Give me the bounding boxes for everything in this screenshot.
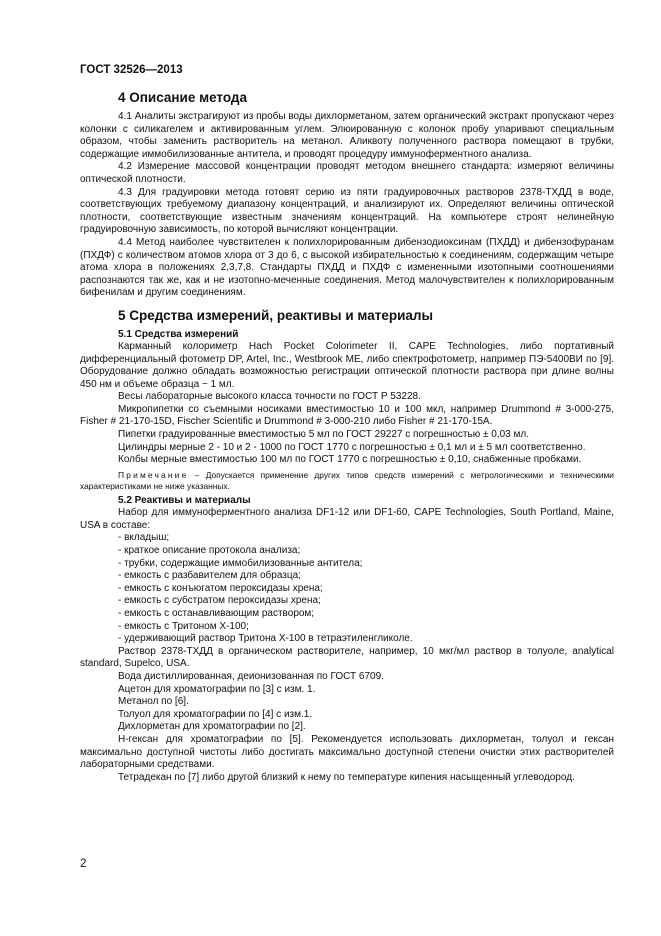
paragraph-4-3: 4.3 Для градуировки метода готовят серию из пяти градуировочных растворов 2378-ТХДД в воде, соответствующих требуемому диапазону концентраций, и анализируют их. Определяют величины оптической плотности, соответствующие известным значениям концентраций. На компьютере строят нелинейную градуировочную зависимость, по которой вычисляют концентрации. bbox=[80, 186, 614, 236]
kit-list-item: - вкладыш; bbox=[118, 532, 170, 544]
note-label: Примечание bbox=[118, 469, 189, 480]
paragraph-5-2-tcdd: Раствор 2378-ТХДД в органическом растворителе, например, 10 мкг/мл раствор в толуоле, analytical standard, Supelco, USA. bbox=[80, 645, 614, 670]
kit-list-item: - емкость с конъюгатом пероксидазы хрена; bbox=[118, 582, 323, 594]
paragraph-5-1-cylinders: Цилиндры мерные 2 - 10 и 2 - 1000 по ГОСТ 1770 с погрешностью ± 0,1 мл и ± 5 мл соответственно. bbox=[118, 441, 586, 453]
paragraph-5-1-scales: Весы лабораторные высокого класса точности по ГОСТ Р 53228. bbox=[118, 391, 421, 403]
paragraph-5-1-micropipettes: Микропипетки со съемными носиками вместимостью 10 и 100 мкл, например Drummond # 3-000-275, Fisher # 21-170-15D, Fischer Scientific и Drummond # 3-000-210 либо Fisher # 21-170-15A. bbox=[80, 403, 614, 428]
document-header: ГОСТ 32526—2013 bbox=[80, 64, 183, 76]
note-text: – Допускается применение других типов средств измерений с метрологическими и техническими характеристиками не ниже указанных. bbox=[80, 469, 614, 492]
kit-list-item: - удерживающий раствор Тритона Х-100 в тетраэтиленгликоле. bbox=[118, 633, 413, 645]
kit-list-item: - емкость с Тритоном Х-100; bbox=[118, 620, 249, 632]
paragraph-5-2-acetone: Ацетон для хроматографии по [3] с изм. 1. bbox=[118, 683, 316, 695]
paragraph-5-1-colorimeter: Карманный колориметр Hach Pocket Colorimeter II, CAPE Technologies, либо портативный дифференциальный фотометр DP, Artel, Inc., Westbrook ME, либо спектрофотометр, например ПЭ-5400ВИ по [9]. Оборудование должно обладать возможностью регистрации оптической плотности раствора при длине волны 450 нм и объеме образца ~ 1 мл. bbox=[80, 340, 614, 390]
kit-list-item: - емкость с разбавителем для образца; bbox=[118, 570, 301, 582]
paragraph-5-2-tetradecane: Тетрадекан по [7] либо другой близкий к нему по температуре кипения насыщенный углеводород. bbox=[118, 771, 575, 783]
paragraph-5-2-hexane: Н-гексан для хроматографии по [5]. Рекомендуется использовать дихлорметан, толуол и гексан максимально доступной чистоты либо достигать максимально доступной степени очистки этих растворителей лабораторными средствами. bbox=[80, 733, 614, 771]
paragraph-5-1-pipettes: Пипетки градуированные вместимостью 5 мл по ГОСТ 29227 с погрешностью ± 0,03 мл. bbox=[118, 429, 529, 441]
paragraph-5-2-methanol: Метанол по [6]. bbox=[118, 696, 189, 708]
paragraph-5-2-toluene: Толуол для хроматографии по [4] с изм.1. bbox=[118, 708, 313, 720]
kit-list-item: - емкость с останавливающим раствором; bbox=[118, 608, 315, 619]
paragraph-5-1-flasks: Колбы мерные вместимостью 100 мл по ГОСТ 1770 с погрешностью ± 0,10, снабженные пробками. bbox=[118, 454, 582, 466]
paragraph-5-2-water: Вода дистиллированная, деионизованная по ГОСТ 6709. bbox=[118, 670, 384, 682]
section-5-heading: 5 Средства измерений, реактивы и материалы bbox=[118, 307, 433, 323]
kit-list-item: - емкость с субстратом пероксидазы хрена; bbox=[118, 595, 321, 607]
page-number: 2 bbox=[80, 858, 87, 870]
paragraph-5-2-dichloromethane: Дихлорметан для хроматографии по [2]. bbox=[118, 721, 306, 733]
note bbox=[80, 470, 614, 492]
paragraph-4-1: 4.1 Аналиты экстрагируют из пробы воды дихлорметаном, затем органический экстракт пропускают через колонки с силикагелем и активированным углем. Элюированную с колонок пробу упаривают специальным образом, чтобы заменить растворитель на метанол. Аликвоту полученного раствора помещают в трубки, содержащие иммобилизованные антитела, и проводят процедуру иммуноферментного анализа. bbox=[80, 111, 614, 160]
paragraph-4-4: 4.4 Метод наиболее чувствителен к полихлорированным дибензодиоксинам (ПХДД) и дибензофуранам (ПХДФ) с количеством атомов хлора от 3 до 6, с высокой избирательностью к соединениям, содержащим четыре атома хлора в положениях 2,3,7,8. Стандарты ПХДД и ПХДФ с измененными изотопными соотношениями распознаются так же, как и не изотопно-меченные соединения. Метод малочувствителен к полихлорированным бифенилам и другим соединениям. bbox=[80, 236, 614, 299]
subsection-5-2-heading: 5.2 Реактивы и материалы bbox=[118, 495, 251, 507]
paragraph-5-2-kit: Набор для иммуноферментного анализа DF1-12 или DF1-60, CAPE Technologies, South Portland, Maine, USA в составе: bbox=[80, 507, 614, 531]
kit-list-item: - трубки, содержащие иммобилизованные антитела; bbox=[118, 557, 363, 569]
section-4-heading: 4 Описание метода bbox=[118, 90, 248, 105]
paragraph-4-2: 4.2 Измерение массовой концентрации проводят методом внешнего стандарта: измеряют величины оптической плотности. bbox=[80, 161, 614, 185]
document-body bbox=[80, 86, 614, 784]
subsection-5-1-heading: 5.1 Средства измерений bbox=[118, 328, 239, 340]
kit-list-item: - краткое описание протокола анализа; bbox=[118, 545, 301, 557]
